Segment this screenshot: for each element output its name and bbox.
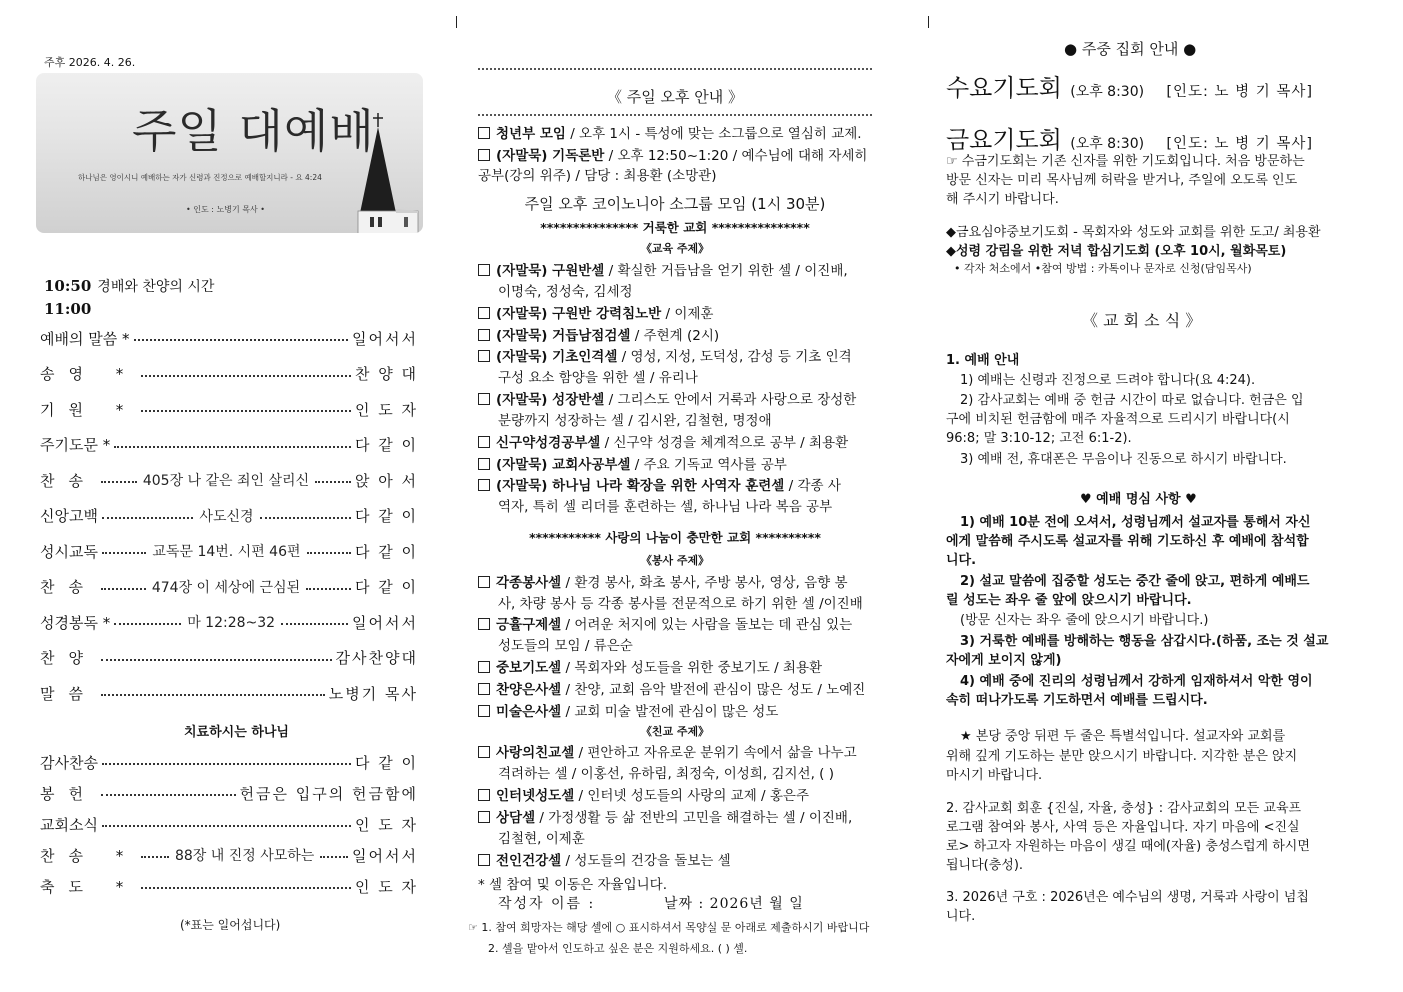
night-prayer-2: ◆성령 강림을 위한 저녁 합심기도회 (오후 10시, 월화목토) (946, 244, 1287, 259)
checkbox-youth[interactable] (478, 127, 490, 139)
leader-dots (307, 552, 351, 554)
order-item (40, 874, 418, 898)
leader-dots (114, 623, 181, 625)
leader-dots (281, 623, 348, 625)
church-steeple-icon (356, 113, 420, 233)
christology-name: (자말묵) 기독론반 (496, 148, 605, 164)
banner-title: 주일 대예배 (132, 104, 375, 158)
cell-name: (자말묵) 기초인격셀 (496, 349, 618, 365)
order-item-leader: 찬 양 대 (354, 365, 418, 383)
motto-1: 2. 감사교회 회훈 {진실, 자율, 충성} : 감사교회의 모든 교육프 (946, 801, 1302, 816)
cell-name: 전인건강셀 (496, 853, 562, 869)
note-1: ☞ 1. 참여 희망자는 해당 셀에 ○ 표시하셔서 목양실 문 아래로 제출하시기 바랍니다 (468, 921, 870, 934)
rule-1b: 에게 말씀해 주시도록 설교자를 위해 기도하신 후 예배에 참석합 (946, 534, 1309, 549)
rule-4b: 속히 떠나가도록 기도하면서 예배를 드립시다. (946, 693, 1208, 708)
cell-desc: / 가정생활 등 삶 전반의 고민을 해결하는 셀 / 이진배, (535, 810, 853, 826)
order-item-label: 기원 * (40, 400, 138, 419)
motto-2: 로그램 참여와 봉사, 사역 등은 자율입니다. 자기 마음에 <진실 (946, 820, 1300, 835)
praise-time (44, 276, 214, 296)
order-item-leader: 일어서서 (352, 846, 419, 865)
cell-desc: / 주현계 (2시) (630, 328, 720, 344)
cell-item (478, 453, 787, 473)
order-item-label: 성경봉독 * (40, 613, 111, 632)
cell-desc-cont: 역자, 특히 셀 리더를 훈련하는 셀, 하나님 나라 복음 공부 (498, 499, 833, 515)
cell-checkbox[interactable] (478, 789, 490, 801)
cell-checkbox[interactable] (478, 618, 490, 630)
friday-note-3: 해 주시기 바랍니다. (946, 192, 1059, 207)
holy-church-header: *************** 거룩한 교회 *************** (540, 220, 810, 235)
order-item-label: 교회소식 (40, 815, 98, 834)
wednesday-prayer (946, 68, 1313, 103)
checkbox-christology[interactable] (478, 149, 490, 161)
friday-note-1: ☞ 수금기도회는 기존 신자를 위한 기도회입니다. 처음 방문하는 (946, 154, 1305, 169)
note-2: 2. 셀을 맡아서 인도하고 싶은 분은 지원하세요. ( ) 셀. (488, 942, 748, 955)
rule-3b: 자에게 보이지 않게) (946, 653, 1062, 668)
cell-name: (자말묵) 거듭남점검셀 (496, 328, 631, 344)
cell-checkbox[interactable] (478, 854, 490, 866)
order-item-leader: 앉 아 서 (354, 471, 418, 490)
christology-text: / 오후 12:50~1:20 / 예수님에 대해 자세히 (604, 148, 868, 164)
cell-desc-cont: 격려하는 셀 / 이홍선, 유하림, 최정숙, 이성희, 김지선, ( ) (498, 766, 834, 782)
rule-2b: 릴 성도는 좌우 줄 앞에 앉으시기 바랍니다. (946, 593, 1192, 608)
special-seat-2: 위해 깊게 기도하는 분만 앉으시기 바랍니다. 지각한 분은 앉지 (946, 749, 1298, 764)
cell-desc: / 성도들의 건강을 돌보는 셀 (561, 853, 731, 869)
cell-item (478, 613, 852, 633)
cell-desc-cont: 이명숙, 정성숙, 김세정 (498, 284, 633, 300)
order-item-leader: 인 도 자 (354, 815, 418, 834)
order-item (40, 433, 418, 457)
cell-item (478, 388, 856, 408)
cell-desc: / 찬양, 교회 음악 발전에 관심이 많은 성도 / 노예진 (561, 682, 866, 698)
service-time: 11:00 (44, 300, 92, 318)
order-item-label: 성시교독 (40, 542, 98, 561)
rule-2a: 2) 설교 말씀에 집중할 성도는 중간 줄에 앉고, 편하게 예배드 (960, 574, 1310, 589)
order-item (40, 326, 418, 350)
order-item-leader: 다 같 이 (355, 578, 419, 596)
special-seat-1: ★ 본당 중앙 뒤편 두 줄은 특별석입니다. 설교자와 교회를 (960, 729, 1286, 744)
cell-name: 미술은사셀 (496, 704, 562, 720)
order-item-label: 주기도문 * (40, 436, 111, 454)
order-item-label: 예배의 말씀 * (40, 329, 130, 348)
night-prayer-3: • 각자 처소에서 •참여 방법 : 카톡이나 문자로 신청(담임목사) (954, 262, 1252, 275)
cell-item (478, 849, 731, 869)
youth-text: / 오후 1시 - 특성에 맞는 소그룹으로 열심히 교제. (565, 126, 862, 142)
order-item (40, 812, 418, 836)
cell-checkbox[interactable] (478, 479, 490, 491)
order-item (40, 504, 418, 528)
order-item-label: 감사찬송 (40, 753, 98, 772)
cell-name: (자말묵) 성장반셀 (496, 392, 605, 408)
cell-item (478, 678, 865, 698)
date-field[interactable]: 날짜 : 2026년 월 일 (664, 896, 804, 912)
order-item-leader: 다 같 이 (354, 542, 418, 561)
cell-desc: / 이제훈 (661, 306, 714, 322)
fold-mark-right (928, 16, 929, 28)
wednesday-time: (오후 8:30) (1070, 84, 1145, 100)
cell-name: 긍휼구제셀 (496, 617, 562, 633)
cell-item (478, 741, 857, 761)
cell-item (478, 806, 852, 826)
worship-rules-title: ♥ 예배 명심 사항 ♥ (1080, 492, 1197, 507)
cell-name: 각종봉사셀 (496, 575, 562, 591)
edu-header: 《교육 주제》 (640, 242, 710, 255)
order-item-detail: 474장 이 세상에 근심된 (151, 579, 301, 596)
order-item-label: 신앙고백 (40, 507, 98, 525)
leader-dots (102, 552, 146, 554)
order-item (40, 362, 418, 386)
news-1-line4: 96:8; 말 3:10-12; 고전 6:1-2). (946, 431, 1132, 446)
cell-item (478, 571, 848, 591)
cell-checkbox[interactable] (478, 746, 490, 758)
order-item-label: 찬송 * (40, 846, 138, 865)
order-item (40, 468, 418, 492)
cell-desc: / 그리스도 안에서 거룩과 사랑으로 장성한 (604, 392, 857, 408)
order-item-label: 송영 * (40, 365, 138, 383)
cell-name: 찬양은사셀 (496, 682, 562, 698)
rule-1c: 니다. (946, 553, 977, 568)
love-church-header: *********** 사랑의 나눔이 충만한 교회 ********** (529, 530, 821, 545)
friday-note-2: 방문 신자는 미리 목사님께 허락을 받거나, 주일에 오도록 인도 (946, 173, 1298, 188)
cell-desc: / 환경 봉사, 화초 봉사, 주방 봉사, 영상, 음향 봉 (561, 575, 848, 591)
leader-dots (102, 517, 193, 519)
cell-item (478, 259, 848, 279)
leader-dots (141, 887, 351, 889)
cell-checkbox[interactable] (478, 393, 490, 405)
cell-name: 중보기도셀 (496, 660, 562, 676)
cell-checkbox[interactable] (478, 705, 490, 717)
order-item (40, 397, 418, 421)
koinonia-title: 주일 오후 코이노니아 소그룹 모임 (1시 30분) (524, 195, 826, 213)
cell-desc: / 주요 기독교 역사를 공부 (630, 457, 787, 473)
cell-name: 사랑의친교셀 (496, 745, 575, 761)
leader-dots (141, 410, 351, 412)
order-item (40, 781, 418, 805)
writer-label: 작성자 이름 : (498, 896, 596, 912)
youth-meeting (478, 122, 862, 142)
fold-mark-left (456, 16, 457, 28)
cell-item (478, 474, 841, 494)
news-1-line1: 1) 예배는 신령과 진정으로 드려야 합니다(요 4:24). (960, 373, 1256, 388)
serve-header: 《봉사 주제》 (640, 554, 710, 567)
cell-desc-cont: 구성 요소 함양을 위한 셀 / 유리나 (498, 370, 698, 386)
praise-time-label: 경배와 찬양의 시간 (97, 279, 215, 295)
wednesday-name: 수요기도회 (946, 74, 1062, 102)
order-item-detail: 88장 내 진정 사모하는 (174, 848, 315, 864)
cell-checkbox[interactable] (478, 811, 490, 823)
order-item-label: 찬송 (40, 471, 97, 490)
cell-item (478, 700, 778, 720)
cell-item (478, 302, 713, 322)
order-item-detail: 마 12:28~32 (187, 615, 276, 631)
leader-dots (101, 659, 332, 661)
cell-checkbox[interactable] (478, 307, 490, 319)
cell-checkbox[interactable] (478, 661, 490, 673)
cell-desc: / 어려운 처지에 있는 사람을 돌보는 데 관심 있는 (561, 617, 853, 633)
slogan-2: 니다. (946, 909, 976, 924)
rule-4a: 4) 예배 중에 진리의 성령님께서 강하게 임재하셔서 악한 영이 (960, 674, 1313, 689)
friday-time: (오후 8:30) (1070, 136, 1145, 152)
order-item (40, 610, 418, 634)
divider-bottom (478, 114, 872, 116)
order-item-label: 축도 * (40, 877, 138, 896)
order-item-label: 봉헌 (40, 784, 97, 803)
cell-desc-cont: 성도들의 모임 / 류은순 (498, 638, 633, 654)
news-1-title: 1. 예배 안내 (946, 353, 1020, 368)
order-item-detail: 교독문 14번. 시편 46편 (152, 544, 301, 560)
motto-3: 로> 하고자 자원하는 마음이 생길 때에(자율) 충성스럽게 하시면 (946, 839, 1310, 854)
banner-preacher: • 인도 : 노병기 목사 • (186, 205, 265, 214)
leader-dots (134, 339, 349, 341)
service-banner (36, 73, 423, 233)
order-item-label: 찬송 (40, 578, 97, 596)
cell-desc: / 인터넷 성도들의 사랑의 교제 / 홍은주 (574, 788, 810, 804)
order-item (40, 843, 418, 867)
friday-name: 금요기도회 (946, 126, 1062, 154)
cell-desc: / 영성, 지성, 도덕성, 감성 등 기초 인격 (617, 349, 852, 365)
cell-desc: / 신구약 성경을 체계적으로 공부 / 최용환 (600, 435, 849, 451)
leader-dots (141, 375, 351, 377)
cell-desc: / 교회 미술 발전에 관심이 많은 성도 (561, 704, 779, 720)
order-item-leader: 헌금은 입구의 헌금함에 (239, 784, 418, 803)
praise-time-value: 10:50 (44, 277, 92, 295)
cell-desc: / 목회자와 성도들을 위한 중보기도 / 최용환 (561, 660, 823, 676)
order-item-leader: 다 같 이 (354, 753, 418, 772)
friday-leader: [인도: 노 병 기 목사] (1166, 136, 1314, 152)
cell-desc: / 편안하고 자유로운 분위기 속에서 삶을 나누고 (574, 745, 857, 761)
leader-dots (101, 694, 325, 696)
leader-dots (260, 517, 351, 519)
cell-desc-cont: 김철현, 이제훈 (498, 831, 585, 847)
order-item-leader: 일어서서 (352, 613, 419, 632)
cell-item (478, 784, 809, 804)
leader-dots (141, 856, 169, 858)
order-item-leader: 일어서서 (352, 329, 418, 348)
leader-dots (315, 481, 351, 483)
banner-verse: 하나님은 영이시니 예배하는 자가 신령과 진정으로 예배할지니라 - 요 4:24 (78, 173, 322, 182)
cell-checkbox[interactable] (478, 350, 490, 362)
fellow-header: 《친교 주제》 (640, 725, 710, 738)
news-1-line3: 구에 비치된 헌금함에 매주 자율적으로 드리시기 바랍니다(시 (946, 412, 1290, 427)
order-item-leader: 노병기 목사 (328, 684, 418, 703)
cell-name: 신구약성경공부셀 (496, 435, 601, 451)
order-item-leader: 인 도 자 (354, 877, 418, 896)
cell-item (478, 656, 822, 676)
cell-item (478, 431, 848, 451)
news-title: 《 교 회 소 식 》 (1082, 311, 1202, 330)
cell-desc: / 각종 사 (784, 478, 841, 494)
slogan-1: 3. 2026년 구호 : 2026년은 예수님의 생명, 거룩과 사랑이 넘칩 (946, 890, 1309, 905)
christology-text-cont: 공부(강의 위주) / 담당 : 최용환 (소망관) (478, 168, 717, 184)
motto-4: 됩니다(충성). (946, 858, 1024, 873)
leader-dots (101, 588, 146, 590)
leader-dots (306, 588, 351, 590)
divider-top (478, 68, 872, 70)
order-item-leader: 인 도 자 (354, 400, 418, 419)
news-1-line5: 3) 예배 전, 휴대폰은 무음이나 진동으로 하시기 바랍니다. (960, 452, 1287, 467)
cell-name: 인터넷성도셀 (496, 788, 575, 804)
order-item-leader: 다 같 이 (354, 507, 418, 525)
stand-note: (*표는 일어섭니다) (180, 918, 281, 932)
order-item-detail: 405장 나 같은 죄인 살리신 (142, 473, 310, 489)
cell-item (478, 345, 852, 365)
cell-item (478, 324, 719, 344)
order-item (40, 575, 418, 599)
order-item-leader: 다 같 이 (354, 436, 418, 454)
rule-2c: (방문 신자는 좌우 줄에 앉으시기 바랍니다.) (960, 613, 1209, 628)
rule-1a: 1) 예배 10분 전에 오셔서, 성령님께서 설교자를 통해서 자신 (960, 515, 1311, 530)
order-item-label: 말씀 (40, 684, 97, 703)
weekly-title: ● 주중 집회 안내 ● (1064, 40, 1197, 58)
order-item-detail: 사도신경 (199, 508, 254, 525)
night-prayer-1: ◆금요심야중보기도회 - 목회자와 성도와 교회를 위한 도고/ 최용환 (946, 225, 1321, 240)
afternoon-title: 《 주일 오후 안내 》 (606, 88, 743, 106)
special-seat-3: 마시기 바랍니다. (946, 768, 1043, 783)
youth-name: 청년부 모임 (496, 126, 566, 142)
wednesday-leader: [인도: 노 병 기 목사] (1166, 84, 1314, 100)
order-item-leader: 감사찬양대 (335, 649, 418, 667)
cell-desc-cont: 사, 차량 봉사 등 각종 봉사를 전문적으로 하기 위한 셀 /이진배 (498, 596, 863, 612)
cell-checkbox[interactable] (478, 576, 490, 588)
leader-dots (320, 856, 348, 858)
order-item-label: 찬양 (40, 649, 97, 667)
cell-name: 상담셀 (496, 810, 536, 826)
rule-3a: 3) 거룩한 예배를 방해하는 행동을 삼갑시다.(하품, 조는 것 설교 (960, 634, 1329, 649)
free-note: * 셀 참여 및 이동은 자율입니다. (478, 877, 667, 893)
cell-name: (자말묵) 교회사공부셀 (496, 457, 631, 473)
cell-name: (자말묵) 하나님 나라 확장을 위한 사역자 훈련셀 (496, 478, 785, 494)
leader-dots (102, 763, 351, 765)
leader-dots (114, 446, 351, 448)
leader-dots (101, 481, 137, 483)
cell-checkbox[interactable] (478, 264, 490, 276)
order-item (40, 646, 418, 670)
order-item (40, 539, 418, 563)
order-item (40, 681, 418, 705)
cell-checkbox[interactable] (478, 458, 490, 470)
cell-name: (자말묵) 구원반 강력침노반 (496, 306, 662, 322)
cell-checkbox[interactable] (478, 683, 490, 695)
christology-class (478, 144, 867, 164)
leader-dots (101, 794, 236, 796)
cell-desc: / 확실한 거듭남을 얻기 위한 셀 / 이진배, (604, 263, 848, 279)
cell-checkbox[interactable] (478, 436, 490, 448)
leader-dots (102, 825, 351, 827)
cell-name: (자말묵) 구원반셀 (496, 263, 605, 279)
news-1-line2: 2) 감사교회는 예배 중 헌금 시간이 따로 없습니다. 헌금은 입 (960, 393, 1304, 408)
sermon-title: 치료하시는 하나님 (184, 725, 289, 740)
cell-checkbox[interactable] (478, 329, 490, 341)
cell-desc-cont: 분량까지 성장하는 셀 / 김시완, 김철현, 명정애 (498, 413, 772, 429)
order-item (40, 750, 418, 774)
service-date: 주후 2026. 4. 26. (44, 56, 136, 69)
